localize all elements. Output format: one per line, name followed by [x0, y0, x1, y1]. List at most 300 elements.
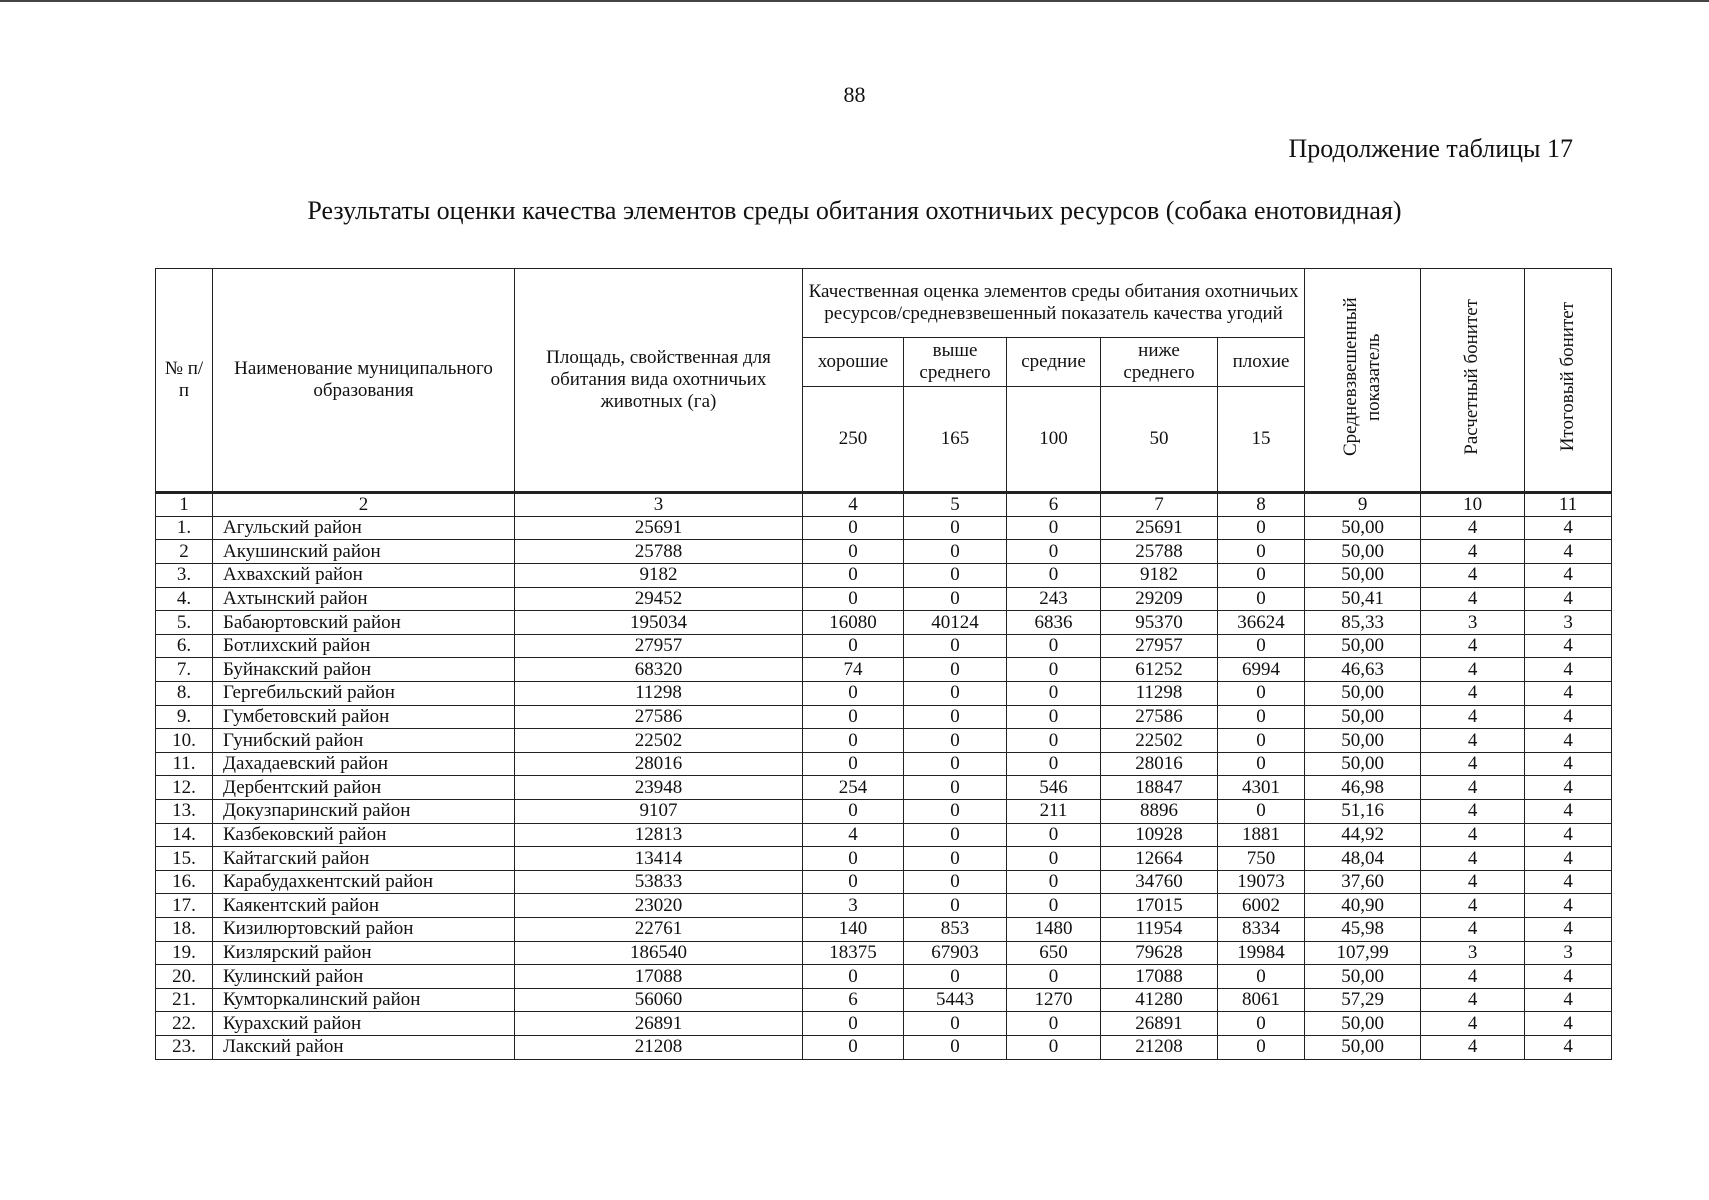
table-row: [156, 917, 1612, 941]
weighted-value: 44,92: [1305, 823, 1421, 847]
table-row: [156, 823, 1612, 847]
calc-bonitet-value: 3: [1421, 611, 1525, 635]
column-number: 6: [1007, 493, 1101, 517]
below-average-value: 25691: [1101, 516, 1218, 540]
table-row: [156, 1012, 1612, 1036]
page-number: 88: [843, 82, 866, 107]
column-number: 1: [156, 493, 213, 517]
row-number: 21.: [156, 988, 213, 1012]
calc-bonitet-value: 4: [1421, 917, 1525, 941]
header-quality-below-avg: ниже среднего: [1101, 338, 1218, 387]
header-quality-poor: плохие: [1218, 338, 1305, 387]
final-bonitet-value: 4: [1525, 682, 1612, 706]
below-average-value: 27957: [1101, 634, 1218, 658]
calc-bonitet-value: 4: [1421, 965, 1525, 989]
calc-bonitet-value: 4: [1421, 682, 1525, 706]
column-number: 8: [1218, 493, 1305, 517]
area-value: 23948: [515, 776, 803, 800]
weighted-value: 50,00: [1305, 705, 1421, 729]
municipality-name: Ботлихский район: [213, 634, 515, 658]
document-title: Результаты оценки качества элементов среды обитания охотничьих ресурсов (собака енотовидная): [307, 196, 1402, 225]
final-bonitet-value: 4: [1525, 870, 1612, 894]
above-average-value: 0: [904, 634, 1007, 658]
final-bonitet-value: 4: [1525, 988, 1612, 1012]
weighted-value: 40,90: [1305, 894, 1421, 918]
poor-value: 0: [1218, 1012, 1305, 1036]
table-row: [156, 988, 1612, 1012]
header-weighted: [1305, 269, 1421, 493]
final-bonitet-value: 4: [1525, 658, 1612, 682]
good-value: 0: [803, 870, 904, 894]
table-row: [156, 540, 1612, 564]
calc-bonitet-value: 4: [1421, 516, 1525, 540]
above-average-value: 0: [904, 564, 1007, 588]
area-value: 12813: [515, 823, 803, 847]
above-average-value: 0: [904, 587, 1007, 611]
area-value: 56060: [515, 988, 803, 1012]
calc-bonitet-value: 4: [1421, 729, 1525, 753]
average-value: 0: [1007, 705, 1101, 729]
calc-bonitet-value: 4: [1421, 847, 1525, 871]
above-average-value: 0: [904, 705, 1007, 729]
calc-bonitet-value: 4: [1421, 587, 1525, 611]
weight-good: 250: [803, 387, 904, 493]
municipality-name: Акушинский район: [213, 540, 515, 564]
poor-value: 0: [1218, 587, 1305, 611]
final-bonitet-value: 4: [1525, 799, 1612, 823]
weighted-value: 50,00: [1305, 564, 1421, 588]
calc-bonitet-value: 4: [1421, 1012, 1525, 1036]
below-average-value: 26891: [1101, 1012, 1218, 1036]
weighted-value: 50,41: [1305, 587, 1421, 611]
table-row: [156, 894, 1612, 918]
column-number: 11: [1525, 493, 1612, 517]
area-value: 11298: [515, 682, 803, 706]
good-value: 0: [803, 540, 904, 564]
final-bonitet-value: 4: [1525, 1012, 1612, 1036]
above-average-value: 0: [904, 729, 1007, 753]
header-quality-group: Качественная оценка элементов среды обитания охотничьих ресурсов/средневзвешенный показатель качества угодий: [803, 269, 1305, 338]
area-value: 68320: [515, 658, 803, 682]
row-number: 18.: [156, 917, 213, 941]
column-number: 10: [1421, 493, 1525, 517]
weighted-value: 50,00: [1305, 752, 1421, 776]
header-area: Площадь, свойственная для обитания вида охотничьих животных (га): [515, 269, 803, 493]
table-row: [156, 516, 1612, 540]
final-bonitet-value: 4: [1525, 776, 1612, 800]
calc-bonitet-value: 4: [1421, 634, 1525, 658]
row-number: 1.: [156, 516, 213, 540]
below-average-value: 11954: [1101, 917, 1218, 941]
above-average-value: 0: [904, 752, 1007, 776]
area-value: 17088: [515, 965, 803, 989]
average-value: 0: [1007, 1012, 1101, 1036]
poor-value: 6002: [1218, 894, 1305, 918]
poor-value: 6994: [1218, 658, 1305, 682]
row-number: 16.: [156, 870, 213, 894]
municipality-name: Лакский район: [213, 1035, 515, 1059]
table-row: [156, 658, 1612, 682]
above-average-value: 0: [904, 1012, 1007, 1036]
municipality-name: Буйнакский район: [213, 658, 515, 682]
calc-bonitet-value: 4: [1421, 564, 1525, 588]
average-value: 0: [1007, 870, 1101, 894]
weighted-value: 50,00: [1305, 965, 1421, 989]
above-average-value: 0: [904, 682, 1007, 706]
final-bonitet-value: 4: [1525, 1035, 1612, 1059]
below-average-value: 27586: [1101, 705, 1218, 729]
header-final-bonitet: [1525, 269, 1612, 493]
average-value: 0: [1007, 752, 1101, 776]
table-row: [156, 634, 1612, 658]
average-value: 0: [1007, 1035, 1101, 1059]
poor-value: 0: [1218, 682, 1305, 706]
municipality-name: Гунибский район: [213, 729, 515, 753]
calc-bonitet-value: 4: [1421, 894, 1525, 918]
table-row: [156, 870, 1612, 894]
poor-value: 0: [1218, 965, 1305, 989]
weight-above-avg: 165: [904, 387, 1007, 493]
weighted-value: 51,16: [1305, 799, 1421, 823]
row-number: 13.: [156, 799, 213, 823]
municipality-name: Кумторкалинский район: [213, 988, 515, 1012]
habitat-quality-table: [155, 268, 1612, 1060]
header-quality-above-avg: выше среднего: [904, 338, 1007, 387]
poor-value: 0: [1218, 752, 1305, 776]
column-number: 2: [213, 493, 515, 517]
calc-bonitet-value: 4: [1421, 1035, 1525, 1059]
calc-bonitet-value: 4: [1421, 540, 1525, 564]
municipality-name: Кулинский район: [213, 965, 515, 989]
below-average-value: 11298: [1101, 682, 1218, 706]
header-calc-bonitet-text: Расчетный бонитет: [1461, 299, 1483, 455]
weight-poor: 15: [1218, 387, 1305, 493]
calc-bonitet-value: 4: [1421, 870, 1525, 894]
average-value: 0: [1007, 564, 1101, 588]
municipality-name: Бабаюртовский район: [213, 611, 515, 635]
good-value: 18375: [803, 941, 904, 965]
final-bonitet-value: 3: [1525, 941, 1612, 965]
below-average-value: 25788: [1101, 540, 1218, 564]
row-number: 3.: [156, 564, 213, 588]
above-average-value: 0: [904, 516, 1007, 540]
final-bonitet-value: 4: [1525, 705, 1612, 729]
average-value: 0: [1007, 823, 1101, 847]
municipality-name: Гергебильский район: [213, 682, 515, 706]
table-row: [156, 611, 1612, 635]
calc-bonitet-value: 4: [1421, 988, 1525, 1012]
below-average-value: 12664: [1101, 847, 1218, 871]
area-value: 28016: [515, 752, 803, 776]
area-value: 21208: [515, 1035, 803, 1059]
average-value: 0: [1007, 658, 1101, 682]
average-value: 0: [1007, 540, 1101, 564]
table-body: [156, 516, 1612, 1059]
weighted-value: 85,33: [1305, 611, 1421, 635]
final-bonitet-value: 4: [1525, 847, 1612, 871]
municipality-name: Ахтынский район: [213, 587, 515, 611]
final-bonitet-value: 4: [1525, 823, 1612, 847]
average-value: 0: [1007, 634, 1101, 658]
area-value: 9182: [515, 564, 803, 588]
table-row: [156, 1035, 1612, 1059]
below-average-value: 79628: [1101, 941, 1218, 965]
area-value: 53833: [515, 870, 803, 894]
good-value: 0: [803, 682, 904, 706]
good-value: 0: [803, 729, 904, 753]
final-bonitet-value: 4: [1525, 752, 1612, 776]
calc-bonitet-value: 4: [1421, 823, 1525, 847]
top-border-line: [0, 0, 1709, 2]
below-average-value: 10928: [1101, 823, 1218, 847]
header-quality-good: хорошие: [803, 338, 904, 387]
below-average-value: 61252: [1101, 658, 1218, 682]
final-bonitet-value: 4: [1525, 965, 1612, 989]
table-row: [156, 847, 1612, 871]
average-value: 0: [1007, 682, 1101, 706]
below-average-value: 29209: [1101, 587, 1218, 611]
good-value: 0: [803, 1035, 904, 1059]
row-number: 20.: [156, 965, 213, 989]
final-bonitet-value: 3: [1525, 611, 1612, 635]
above-average-value: 67903: [904, 941, 1007, 965]
good-value: 0: [803, 965, 904, 989]
poor-value: 1881: [1218, 823, 1305, 847]
average-value: 0: [1007, 847, 1101, 871]
row-number: 23.: [156, 1035, 213, 1059]
row-number: 17.: [156, 894, 213, 918]
header-quality-avg: средние: [1007, 338, 1101, 387]
good-value: 0: [803, 516, 904, 540]
average-value: 0: [1007, 965, 1101, 989]
above-average-value: 0: [904, 776, 1007, 800]
weighted-value: 57,29: [1305, 988, 1421, 1012]
above-average-value: 0: [904, 894, 1007, 918]
below-average-value: 34760: [1101, 870, 1218, 894]
row-number: 8.: [156, 682, 213, 706]
calc-bonitet-value: 4: [1421, 658, 1525, 682]
poor-value: 4301: [1218, 776, 1305, 800]
calc-bonitet-value: 4: [1421, 776, 1525, 800]
area-value: 27586: [515, 705, 803, 729]
municipality-name: Кизилюртовский район: [213, 917, 515, 941]
weight-avg: 100: [1007, 387, 1101, 493]
column-number: 4: [803, 493, 904, 517]
row-number: 2: [156, 540, 213, 564]
above-average-value: 0: [904, 799, 1007, 823]
above-average-value: 0: [904, 965, 1007, 989]
area-value: 23020: [515, 894, 803, 918]
good-value: 0: [803, 587, 904, 611]
weighted-value: 37,60: [1305, 870, 1421, 894]
area-value: 27957: [515, 634, 803, 658]
weighted-value: 46,98: [1305, 776, 1421, 800]
poor-value: 0: [1218, 516, 1305, 540]
poor-value: 750: [1218, 847, 1305, 871]
above-average-value: 5443: [904, 988, 1007, 1012]
header-name: Наименование муниципального образования: [213, 269, 515, 493]
area-value: 13414: [515, 847, 803, 871]
municipality-name: Карабудахкентский район: [213, 870, 515, 894]
table-row: [156, 729, 1612, 753]
table-row: [156, 752, 1612, 776]
final-bonitet-value: 4: [1525, 516, 1612, 540]
area-value: 186540: [515, 941, 803, 965]
good-value: 140: [803, 917, 904, 941]
average-value: 546: [1007, 776, 1101, 800]
weighted-value: 48,04: [1305, 847, 1421, 871]
column-number: 9: [1305, 493, 1421, 517]
area-value: 22502: [515, 729, 803, 753]
area-value: 25691: [515, 516, 803, 540]
below-average-value: 18847: [1101, 776, 1218, 800]
area-value: 25788: [515, 540, 803, 564]
poor-value: 0: [1218, 1035, 1305, 1059]
municipality-name: Дербентский район: [213, 776, 515, 800]
poor-value: 0: [1218, 634, 1305, 658]
row-number: 15.: [156, 847, 213, 871]
below-average-value: 17015: [1101, 894, 1218, 918]
final-bonitet-value: 4: [1525, 634, 1612, 658]
poor-value: 8334: [1218, 917, 1305, 941]
row-number: 10.: [156, 729, 213, 753]
average-value: 6836: [1007, 611, 1101, 635]
municipality-name: Казбековский район: [213, 823, 515, 847]
row-number: 7.: [156, 658, 213, 682]
weighted-value: 50,00: [1305, 729, 1421, 753]
poor-value: 0: [1218, 799, 1305, 823]
municipality-name: Докузпаринский район: [213, 799, 515, 823]
final-bonitet-value: 4: [1525, 540, 1612, 564]
good-value: 0: [803, 799, 904, 823]
municipality-name: Курахский район: [213, 1012, 515, 1036]
below-average-value: 28016: [1101, 752, 1218, 776]
poor-value: 0: [1218, 540, 1305, 564]
below-average-value: 95370: [1101, 611, 1218, 635]
area-value: 195034: [515, 611, 803, 635]
continuation-label: Продолжение таблицы 17: [1288, 134, 1573, 163]
calc-bonitet-value: 3: [1421, 941, 1525, 965]
calc-bonitet-value: 4: [1421, 799, 1525, 823]
table-row: [156, 564, 1612, 588]
table-row: [156, 682, 1612, 706]
good-value: 16080: [803, 611, 904, 635]
poor-value: 36624: [1218, 611, 1305, 635]
poor-value: 0: [1218, 564, 1305, 588]
table-row: [156, 776, 1612, 800]
row-number: 14.: [156, 823, 213, 847]
above-average-value: 0: [904, 870, 1007, 894]
average-value: 211: [1007, 799, 1101, 823]
table-row: [156, 705, 1612, 729]
weighted-value: 50,00: [1305, 1012, 1421, 1036]
poor-value: 0: [1218, 729, 1305, 753]
row-number: 5.: [156, 611, 213, 635]
above-average-value: 40124: [904, 611, 1007, 635]
above-average-value: 0: [904, 1035, 1007, 1059]
municipality-name: Кизлярский район: [213, 941, 515, 965]
row-number: 6.: [156, 634, 213, 658]
column-number: 7: [1101, 493, 1218, 517]
municipality-name: Ахвахский район: [213, 564, 515, 588]
final-bonitet-value: 4: [1525, 587, 1612, 611]
average-value: 0: [1007, 894, 1101, 918]
municipality-name: Гумбетовский район: [213, 705, 515, 729]
weighted-value: 46,63: [1305, 658, 1421, 682]
row-number: 4.: [156, 587, 213, 611]
above-average-value: 0: [904, 823, 1007, 847]
row-number: 11.: [156, 752, 213, 776]
municipality-name: Агульский район: [213, 516, 515, 540]
good-value: 0: [803, 1012, 904, 1036]
table-row: [156, 799, 1612, 823]
row-number: 22.: [156, 1012, 213, 1036]
good-value: 4: [803, 823, 904, 847]
weighted-value: 50,00: [1305, 634, 1421, 658]
poor-value: 19984: [1218, 941, 1305, 965]
area-value: 26891: [515, 1012, 803, 1036]
weighted-value: 50,00: [1305, 540, 1421, 564]
below-average-value: 8896: [1101, 799, 1218, 823]
calc-bonitet-value: 4: [1421, 752, 1525, 776]
below-average-value: 22502: [1101, 729, 1218, 753]
average-value: 0: [1007, 729, 1101, 753]
above-average-value: 0: [904, 540, 1007, 564]
row-number: 9.: [156, 705, 213, 729]
good-value: 0: [803, 752, 904, 776]
municipality-name: Дахадаевский район: [213, 752, 515, 776]
table-row: [156, 965, 1612, 989]
weighted-value: 45,98: [1305, 917, 1421, 941]
header-calc-bonitet: [1421, 269, 1525, 493]
table-row: [156, 941, 1612, 965]
good-value: 0: [803, 705, 904, 729]
below-average-value: 9182: [1101, 564, 1218, 588]
header-num: № п/п: [156, 269, 213, 493]
average-value: 1480: [1007, 917, 1101, 941]
good-value: 6: [803, 988, 904, 1012]
good-value: 0: [803, 564, 904, 588]
average-value: 0: [1007, 516, 1101, 540]
above-average-value: 0: [904, 658, 1007, 682]
column-number: 3: [515, 493, 803, 517]
column-number: 5: [904, 493, 1007, 517]
final-bonitet-value: 4: [1525, 894, 1612, 918]
below-average-value: 41280: [1101, 988, 1218, 1012]
calc-bonitet-value: 4: [1421, 705, 1525, 729]
good-value: 254: [803, 776, 904, 800]
table-row: [156, 587, 1612, 611]
good-value: 3: [803, 894, 904, 918]
good-value: 0: [803, 634, 904, 658]
weighted-value: 50,00: [1305, 1035, 1421, 1059]
average-value: 1270: [1007, 988, 1101, 1012]
good-value: 74: [803, 658, 904, 682]
municipality-name: Кайтагский район: [213, 847, 515, 871]
below-average-value: 21208: [1101, 1035, 1218, 1059]
poor-value: 8061: [1218, 988, 1305, 1012]
final-bonitet-value: 4: [1525, 729, 1612, 753]
area-value: 9107: [515, 799, 803, 823]
row-number: 19.: [156, 941, 213, 965]
above-average-value: 853: [904, 917, 1007, 941]
area-value: 22761: [515, 917, 803, 941]
header-weighted-text: Средневзвешенный показатель: [1339, 297, 1384, 457]
municipality-name: Каякентский район: [213, 894, 515, 918]
column-number-row: [156, 493, 1612, 517]
weighted-value: 107,99: [1305, 941, 1421, 965]
row-number: 12.: [156, 776, 213, 800]
